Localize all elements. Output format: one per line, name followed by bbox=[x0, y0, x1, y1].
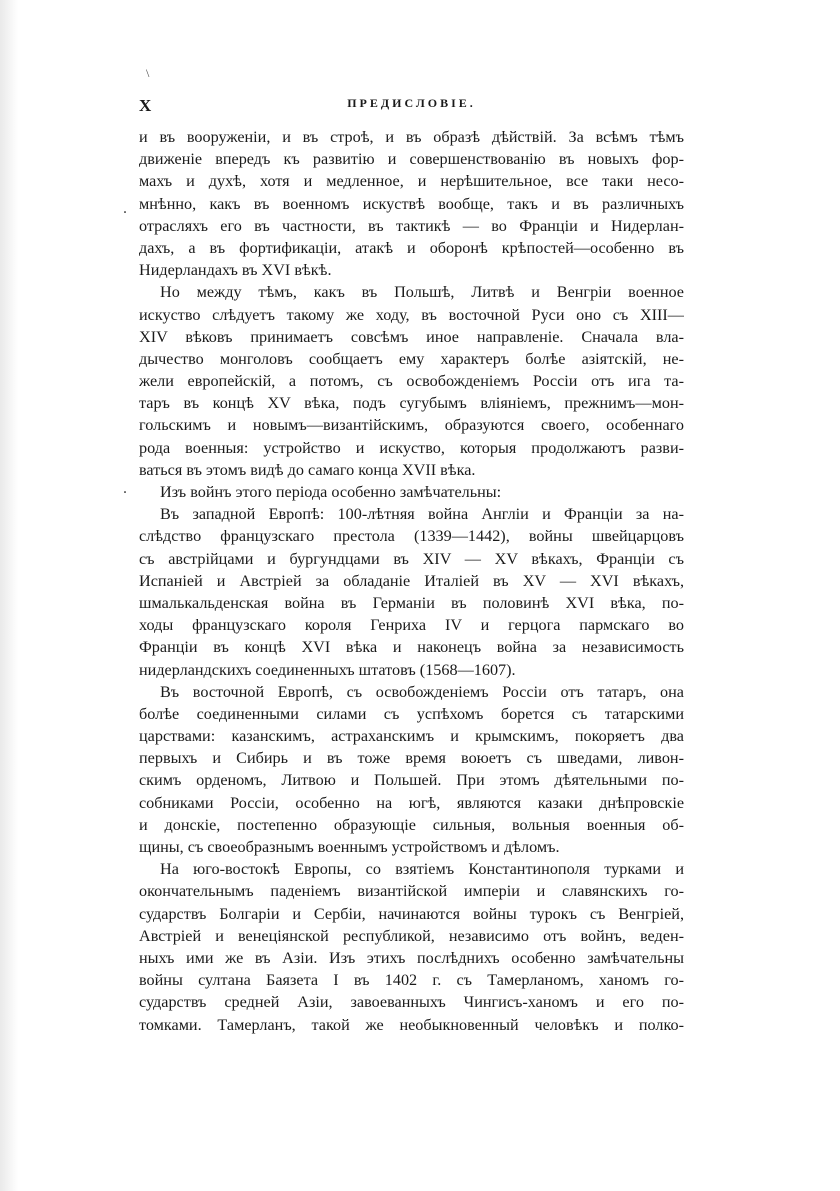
text-line: войны султана Баязета I въ 1402 г. съ Тамерланомъ, ханомъ го- bbox=[139, 971, 684, 990]
text-line: искуство слѣдуетъ такому же ходу, въ восточной Руси оно съ XIII— bbox=[139, 305, 684, 324]
text-line: собниками Россіи, особенно на югѣ, являются казаки днѣпровскіе bbox=[139, 793, 684, 812]
text-line: щины, съ своеобразнымъ военнымъ устройствомъ и дѣломъ. bbox=[139, 838, 560, 856]
text-line: На юго-востокѣ Европы, со взятіемъ Константинополя турками и bbox=[160, 860, 684, 879]
text-line: шмалькальденская война въ Германіи въ половинѣ XVI вѣка, по- bbox=[139, 593, 684, 612]
text-line: дычество монголовъ сообщаетъ ему характеръ болѣе азіятскій, не- bbox=[139, 349, 684, 368]
text-line: царствами: казанскимъ, астраханскимъ и крымскимъ, покоряетъ два bbox=[139, 727, 684, 746]
body-text bbox=[139, 126, 684, 1036]
text-line: окончательнымъ паденіемъ византійской имперіи и славянскихъ го- bbox=[139, 882, 684, 901]
text-line: движеніе впередъ къ развитію и совершенствованію въ новыхъ фор- bbox=[139, 150, 684, 169]
text-line: XIV вѣковъ принимаетъ совсѣмъ иное направленіе. Сначала вла- bbox=[139, 327, 684, 346]
margin-dot: . bbox=[123, 480, 127, 497]
text-line: мнѣнно, какъ въ военномъ искуствѣ вообще, такъ и въ различныхъ bbox=[139, 194, 684, 213]
text-line: таръ въ концѣ XV вѣка, подъ сугубымъ вліяніемъ, прежнимъ—мон- bbox=[139, 394, 684, 413]
text-line: скимъ орденомъ, Литвою и Польшей. При этомъ дѣятельными по- bbox=[139, 771, 684, 790]
text-line: слѣдство французскаго престола (1339—1442), войны швейцарцовъ bbox=[139, 527, 684, 546]
scan-mark: \ bbox=[146, 66, 150, 80]
text-line: гольскимъ и новымъ—византійскимъ, образуются своего, особеннаго bbox=[139, 416, 684, 435]
text-line: махъ и духѣ, хотя и медленное, и нерѣшительное, все таки несо- bbox=[139, 172, 684, 191]
text-line: Австріей и венеціянской республикой, независимо отъ войнъ, веден- bbox=[139, 926, 684, 945]
text-line: первыхъ и Сибирь и въ тоже время воюетъ съ шведами, ливон- bbox=[139, 749, 684, 768]
text-line: Но между тѣмъ, какъ въ Польшѣ, Литвѣ и Венгріи военное bbox=[160, 283, 684, 302]
text-line: ходы французскаго короля Генриха IV и герцога пармскаго во bbox=[139, 616, 684, 635]
text-line: Изъ войнъ этого періода особенно замѣчательны: bbox=[160, 483, 502, 501]
text-line: съ австрійцами и бургундцами въ XIV — XV вѣкахъ, Франціи съ bbox=[139, 549, 684, 568]
text-line: Франціи въ концѣ XVI вѣка и наконецъ война за независимость bbox=[139, 638, 684, 657]
scan-edge-shade bbox=[0, 0, 18, 1191]
text-line: Въ западной Европѣ: 100-лѣтняя война Англіи и Франціи за на- bbox=[160, 505, 684, 524]
text-line: болѣе соединенными силами съ успѣхомъ борется съ татарскими bbox=[139, 704, 684, 723]
text-line: ныхъ ими же въ Азіи. Изъ этихъ послѣднихъ особенно замѣчательны bbox=[139, 948, 684, 967]
text-line: дахъ, а въ фортификаціи, атакѣ и оборонѣ крѣпостей—особенно въ bbox=[139, 238, 684, 257]
text-line: сударствъ Болгаріи и Сербіи, начинаются войны турокъ съ Венгріей, bbox=[139, 904, 684, 923]
text-line: и донскіе, постепенно образующіе сильныя, вольныя военныя об- bbox=[139, 815, 684, 834]
text-line: нидерландскихъ соединенныхъ штатовъ (1568—1607). bbox=[139, 660, 516, 679]
text-line: и въ вооруженіи, и въ строѣ, и въ образѣ дѣйствій. За всѣмъ тѣмъ bbox=[139, 128, 684, 146]
page-number: X bbox=[139, 96, 152, 115]
text-line: жели европейскій, а потомъ, съ освобожденіемъ Россіи отъ ига та- bbox=[139, 372, 684, 391]
text-line: томками. Тамерланъ, такой же необыкновенный человѣкъ и полко- bbox=[139, 1015, 684, 1034]
text-line: рода военныя: устройство и искуство, которыя продолжаютъ разви- bbox=[139, 438, 684, 457]
page-header bbox=[139, 96, 684, 120]
text-line: Нидерландахъ въ XVI вѣкѣ. bbox=[139, 261, 332, 280]
text-line: отрасляхъ его въ частности, въ тактикѣ — во Франціи и Нидерлан- bbox=[139, 216, 684, 235]
margin-dot: . bbox=[123, 200, 127, 217]
text-line: Испаніей и Австріей за обладаніе Италіей въ XV — XVI вѣкахъ, bbox=[139, 571, 684, 590]
text-line: сударствъ средней Азіи, завоеванныхъ Чингисъ-ханомъ и его по- bbox=[139, 993, 684, 1012]
running-head: ПРЕДИСЛОВІЕ. bbox=[347, 96, 476, 110]
text-line: ваться въ этомъ видѣ до самаго конца XVII вѣка. bbox=[139, 460, 476, 479]
text-line: Въ восточной Европѣ, съ освобожденіемъ Россіи отъ татаръ, она bbox=[160, 682, 684, 701]
